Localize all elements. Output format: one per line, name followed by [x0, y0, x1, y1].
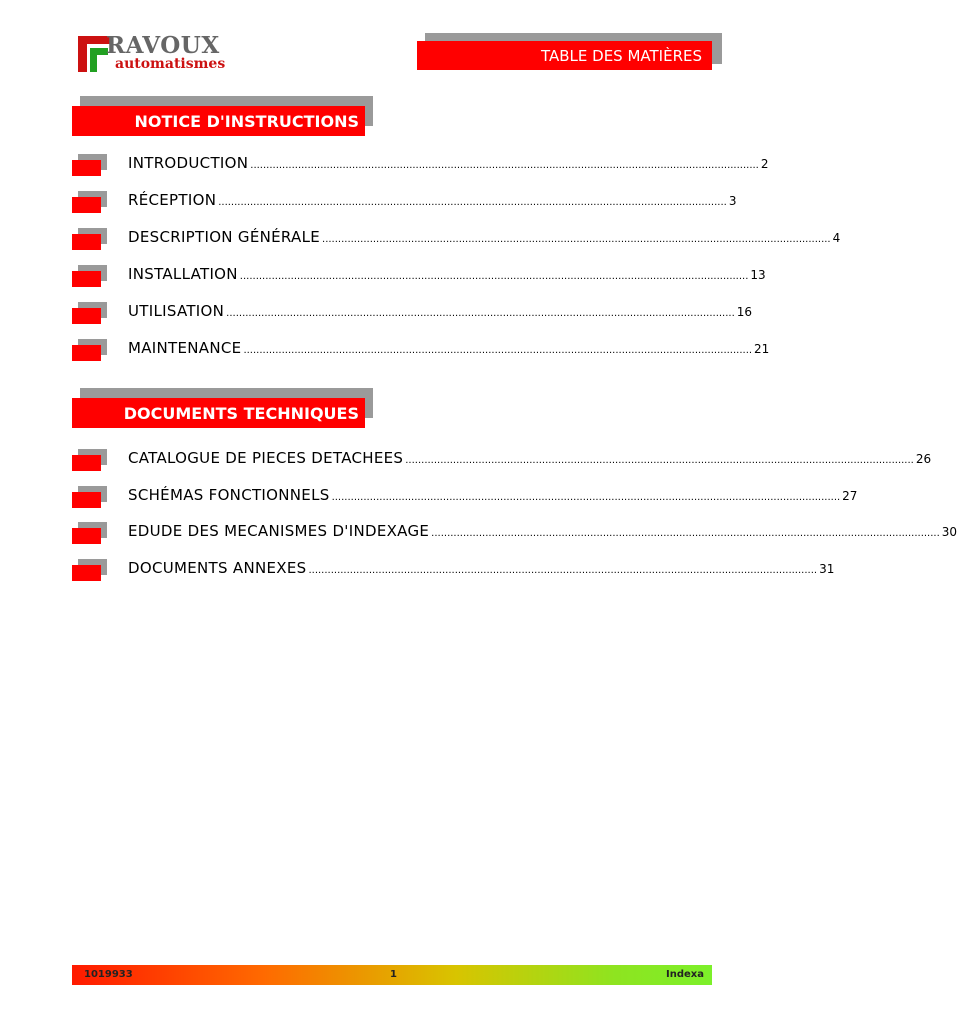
- toc-leader-dots: ................................................................................................................................................................: [308, 565, 818, 576]
- toc-entry-page: 13: [750, 268, 766, 282]
- bullet-icon: [72, 160, 101, 176]
- bullet-icon: [72, 345, 101, 361]
- toc-entry-title: UTILISATION: [128, 302, 225, 320]
- company-logo: [76, 34, 246, 76]
- toc-leader-dots: ................................................................................................................................................................: [331, 492, 841, 503]
- section-header-notice: NOTICE D'INSTRUCTIONS: [72, 106, 365, 136]
- toc-entry-title: RÉCEPTION: [128, 191, 217, 209]
- toc-leader-dots: ................................................................................................................................................................: [243, 345, 753, 356]
- bullet-icon: [72, 234, 101, 250]
- toc-entry-title: INTRODUCTION: [128, 154, 249, 172]
- toc-entry-page: 31: [819, 562, 835, 576]
- toc-entry[interactable]: [72, 189, 737, 215]
- logo-brand-top: RAVOUX: [106, 32, 220, 59]
- toc-leader-dots: ................................................................................................................................................................: [226, 308, 735, 319]
- toc-entry-title: MAINTENANCE: [128, 339, 242, 357]
- toc-entry[interactable]: [72, 520, 957, 546]
- toc-leader-dots: ................................................................................................................................................................: [239, 271, 749, 282]
- toc-entry-title: SCHÉMAS FONCTIONNELS: [128, 486, 330, 504]
- bullet-icon: [72, 492, 101, 508]
- bullet-icon: [72, 271, 101, 287]
- toc-entry-title: CATALOGUE DE PIECES DETACHEES: [128, 449, 404, 467]
- toc-entry[interactable]: [72, 447, 932, 473]
- page-footer: [72, 965, 712, 985]
- toc-entry-title: DESCRIPTION GÉNÉRALE: [128, 228, 321, 246]
- bullet-icon: [72, 528, 101, 544]
- section-header-documents: DOCUMENTS TECHNIQUES: [72, 398, 365, 428]
- toc-entry-title: INSTALLATION: [128, 265, 238, 283]
- toc-entry[interactable]: [72, 484, 858, 510]
- toc-entry-title: EDUDE DES MECANISMES D'INDEXAGE: [128, 522, 430, 540]
- footer-doc-number: 1019933: [84, 969, 133, 980]
- bullet-icon: [72, 308, 101, 324]
- toc-entry-title: DOCUMENTS ANNEXES: [128, 559, 307, 577]
- toc-entry-page: 30: [941, 525, 957, 539]
- bullet-icon: [72, 455, 101, 471]
- bullet-icon: [72, 565, 101, 581]
- page-title: TABLE DES MATIÈRES: [417, 41, 712, 70]
- toc-entry[interactable]: [72, 263, 766, 289]
- toc-entry-page: 26: [915, 452, 932, 466]
- toc-leader-dots: ................................................................................................................................................................: [431, 528, 940, 539]
- bullet-icon: [72, 197, 101, 213]
- toc-entry-page: 16: [736, 305, 753, 319]
- toc-leader-dots: ................................................................................................................................................................: [250, 160, 759, 171]
- toc-entry[interactable]: [72, 152, 769, 178]
- toc-entry-page: 4: [832, 231, 841, 245]
- toc-entry-page: 21: [754, 342, 770, 356]
- toc-entry[interactable]: [72, 226, 841, 252]
- toc-entry[interactable]: [72, 337, 770, 363]
- toc-entry-page: 2: [760, 157, 769, 171]
- toc-entry-page: 27: [842, 489, 858, 503]
- toc-leader-dots: ................................................................................................................................................................: [218, 197, 727, 208]
- toc-entry-page: 3: [728, 194, 737, 208]
- toc-entry[interactable]: [72, 300, 753, 326]
- toc-entry[interactable]: [72, 557, 835, 583]
- logo-brand-bottom: automatismes: [115, 56, 226, 72]
- footer-product-name: Indexa: [666, 969, 704, 980]
- footer-page-number: 1: [390, 969, 397, 980]
- toc-leader-dots: ................................................................................................................................................................: [405, 455, 914, 466]
- toc-leader-dots: ................................................................................................................................................................: [322, 234, 831, 245]
